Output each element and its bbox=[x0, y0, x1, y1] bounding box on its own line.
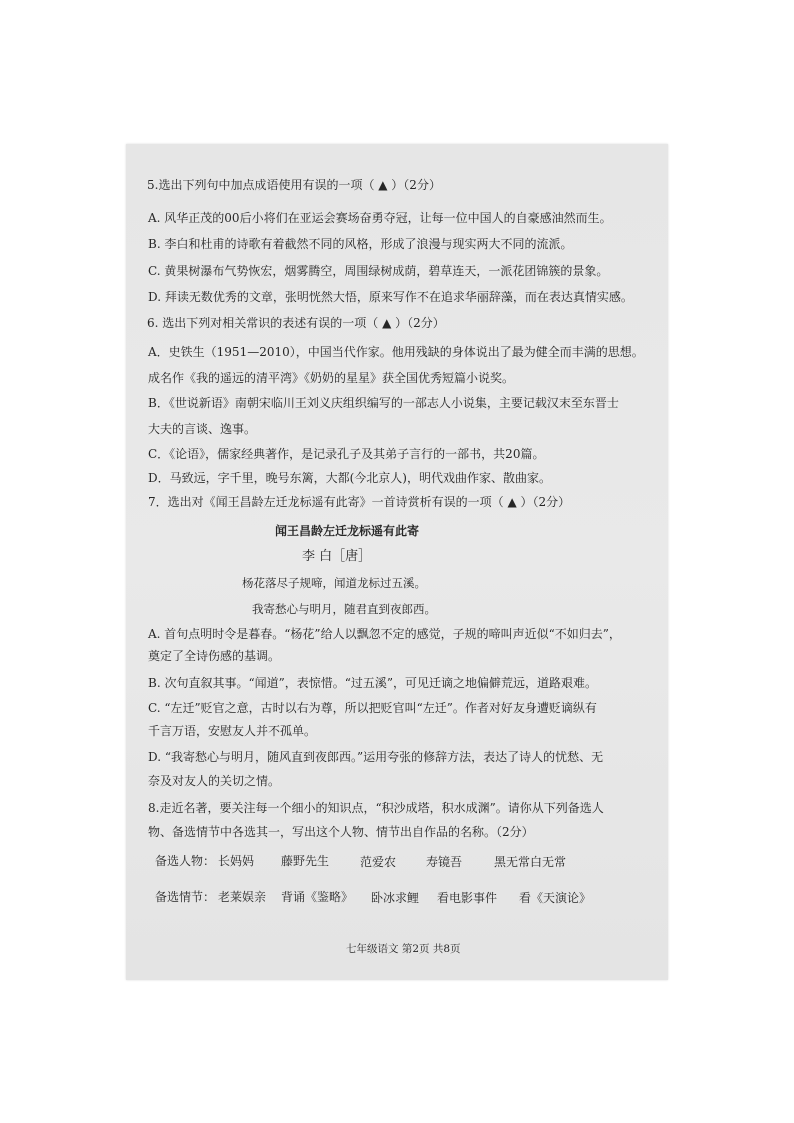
q7-option-d-line1: D. “我寄愁心与明月，随风直到夜郎西。”运用夸张的修辞方法，表达了诗人的忧愁、无 bbox=[148, 750, 604, 764]
event-option: 卧冰求鲤 bbox=[371, 891, 420, 905]
q6-option-a-line1: A．史铁生（1951—2010），中国当代作家。他用残缺的身体说出了最为健全而丰满的思想。 bbox=[148, 345, 644, 359]
q6-option-a-line2: 成名作《我的遥远的清平湾》《奶奶的星星》获全国优秀短篇小说奖。 bbox=[148, 371, 515, 385]
events-label: 备选情节： bbox=[155, 890, 216, 904]
people-label: 备选人物： bbox=[155, 854, 216, 868]
q6-option-d: D．马致远，字千里，晚号东篱，大都(今北京人)，明代戏曲作家、散曲家。 bbox=[148, 471, 551, 485]
q7-option-a-line1: A. 首句点明时令是暮春。“杨花”给人以飘忽不定的感觉，子规的啼叫声近似“不如归去”， bbox=[148, 627, 621, 641]
q5-option-b: B. 李白和杜甫的诗歌有着截然不同的风格，形成了浪漫与现实两大不同的流派。 bbox=[148, 237, 573, 251]
poem-title: 闻王昌龄左迁龙标遥有此寄 bbox=[275, 524, 420, 538]
person-option: 藤野先生 bbox=[281, 854, 330, 868]
person-option: 寿镜吾 bbox=[426, 855, 463, 869]
page-footer: 七年级语文 第2页 共8页 bbox=[346, 943, 461, 955]
person-option: 范爱农 bbox=[360, 855, 397, 869]
event-option: 看《天演论》 bbox=[519, 891, 592, 905]
q5-stem: 5.选出下列句中加点成语使用有误的一项（ ▲ ）（2分） bbox=[147, 178, 441, 192]
q7-option-b: B. 次句直叙其事。“闻道”，表惊惜。“过五溪”，可见迁谪之地偏僻荒远，道路艰难。 bbox=[148, 676, 597, 690]
q6-stem: 6. 选出下列对相关常识的表述有误的一项（ ▲ ）（2分） bbox=[147, 316, 445, 330]
q8-stem-line2: 物、备选情节中各选其一，写出这个人物、情节出自作品的名称。（2分） bbox=[148, 825, 534, 839]
q7-option-c-line2: 千言万语，安慰友人并不孤单。 bbox=[148, 724, 317, 738]
q6-option-b-line2: 大夫的言谈、逸事。 bbox=[148, 422, 257, 436]
poem-line-1: 杨花落尽子规啼，闻道龙标过五溪。 bbox=[242, 576, 426, 590]
q7-option-a-line2: 奠定了全诗伤感的基调。 bbox=[148, 649, 281, 663]
event-option: 背诵《鉴略》 bbox=[281, 890, 354, 904]
person-option: 黑无常白无常 bbox=[494, 855, 567, 869]
q7-stem: 7．选出对《闻王昌龄左迁龙标遥有此寄》一首诗赏析有误的一项（ ▲ ）（2分） bbox=[148, 495, 571, 509]
poem-author: 李 白［唐］ bbox=[302, 549, 372, 564]
person-option: 长妈妈 bbox=[218, 854, 255, 868]
q7-option-c-line1: C. “左迁”贬官之意，古时以右为尊，所以把贬官叫“左迁”。作者对好友身遭贬谪纵有 bbox=[148, 701, 597, 715]
poem-line-2: 我寄愁心与明月，随君直到夜郎西。 bbox=[252, 602, 436, 616]
q5-option-a: A. 风华正茂的00后小将们在亚运会赛场奋勇夺冠，让每一位中国人的自豪感油然而生。 bbox=[148, 211, 612, 225]
event-option: 老莱娱亲 bbox=[218, 890, 267, 904]
q5-option-c: C. 黄果树瀑布气势恢宏，烟雾腾空，周围绿树成荫，碧草连天，一派花团锦簇的景象。 bbox=[148, 264, 609, 278]
event-option: 看电影事件 bbox=[437, 891, 498, 905]
q8-stem-line1: 8.走近名著，要关注每一个细小的知识点，“积沙成塔，积水成渊”。请你从下列备选人 bbox=[148, 801, 604, 815]
q7-option-d-line2: 奈及对友人的关切之情。 bbox=[148, 774, 281, 788]
q5-option-d: D. 拜读无数优秀的文章，张明恍然大悟，原来写作不在追求华丽辞藻，而在表达真情实感。 bbox=[148, 290, 633, 304]
q6-option-c: C．《论语》，儒家经典著作，是记录孔子及其弟子言行的一部书，共20篇。 bbox=[148, 447, 545, 461]
q6-option-b-line1: B．《世说新语》南朝宋临川王刘义庆组织编写的一部志人小说集，主要记载汉末至东晋士 bbox=[148, 396, 619, 410]
